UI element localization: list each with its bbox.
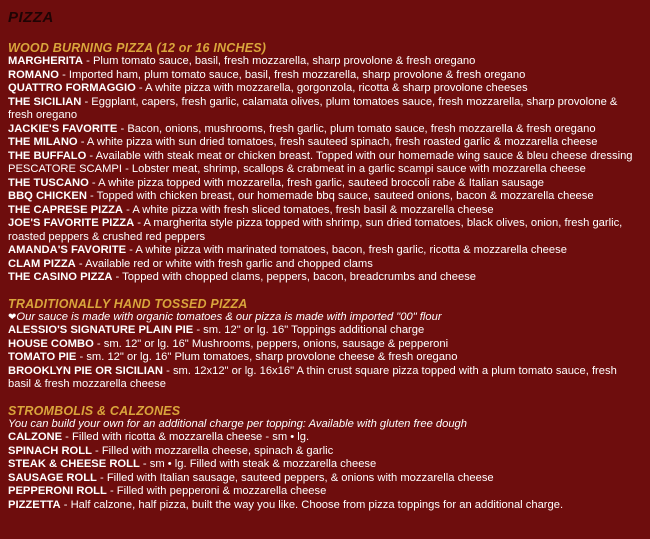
section-note: You can build your own for an additional charge per topping: Available with gluten free dough <box>8 417 468 430</box>
item-description: - A white pizza topped with mozzarella, fresh garlic, sauteed broccoli rabe & Italian sausage <box>88 176 545 189</box>
menu-item-jackies-favorite <box>8 123 642 137</box>
item-description: - Topped with chicken breast, our homemade bbq sauce, sauteed onions, bacon & mozzarella cheese <box>86 190 594 202</box>
menu-item-romano <box>8 69 642 83</box>
heart-icon: ❤ <box>8 311 17 323</box>
menu-item-sausage-roll <box>8 472 642 486</box>
item-name: THE CAPRESE PIZZA <box>8 203 123 216</box>
menu-item-the-casino-pizza <box>8 271 642 285</box>
item-description: - sm • lg. Filled with steak & mozzarella cheese <box>139 458 377 470</box>
item-description: - Available red or white with fresh garlic and chopped clams <box>75 257 373 270</box>
item-description: - A white pizza with sun dried tomatoes, fresh sauteed spinach, fresh roasted garlic & mozzarella cheese <box>77 136 598 148</box>
item-description: - Available with steak meat or chicken breast. Topped with our homemade wing sauce & bleu cheese dressing PESCATORE SCAMPI - Lobster meat, shrimp, scallops & crabmeat in a garlic scampi sauce with mozzarella cheese <box>8 149 633 175</box>
menu-item-calzone <box>8 431 642 445</box>
section-heading: WOOD BURNING PIZZA (12 or 16 INCHES) <box>8 41 267 55</box>
item-description: - Eggplant, capers, fresh garlic, calamata olives, plum tomatoes sauce, fresh mozzarella, sharp provolone & fresh oregano <box>8 95 618 121</box>
item-name: THE MILANO <box>8 136 78 148</box>
item-description: - sm. 12" or lg. 16" Plum tomatoes, sharp provolone cheese & fresh oregano <box>76 351 458 363</box>
item-description: - Plum tomato sauce, basil, fresh mozzarella, sharp provolone & fresh oregano <box>83 55 476 67</box>
menu-item-the-milano <box>8 136 642 150</box>
item-name: MARGHERITA <box>8 55 83 67</box>
item-name: SPINACH ROLL <box>8 444 92 457</box>
item-description: - Filled with mozzarella cheese, spinach & garlic <box>91 444 334 457</box>
item-name: BBQ CHICKEN <box>8 190 87 202</box>
item-description: - A margherita style pizza topped with shrimp, sun dried tomatoes, black olives, onion, fresh garlic, roasted peppers & crushed red peppers <box>8 217 623 243</box>
section-wood-burning-pizza <box>8 41 642 285</box>
item-description: - A white pizza with marinated tomatoes, bacon, fresh garlic, ricotta & mozzarella cheese <box>126 244 567 256</box>
menu-item-the-buffalo <box>8 150 642 177</box>
item-description: - A white pizza with mozzarella, gorgonzola, ricotta & sharp provolone cheeses <box>135 82 528 94</box>
menu-item-joes-favorite-pizza <box>8 217 642 244</box>
item-name: HOUSE COMBO <box>8 337 94 350</box>
menu-item-pepperoni-roll <box>8 485 642 499</box>
menu-item-spinach-roll <box>8 445 642 459</box>
item-description: - Bacon, onions, mushrooms, fresh garlic, plum tomato sauce, fresh mozzarella & fresh oregano <box>117 122 596 135</box>
item-description: - sm. 12x12" or lg. 16x16" A thin crust square pizza topped with a plum tomato sauce, fresh basil & fresh mozzarella cheese <box>8 364 617 390</box>
item-description: - Filled with pepperoni & mozzarella cheese <box>106 485 327 497</box>
item-name: THE BUFFALO <box>8 149 87 162</box>
item-name: QUATTRO FORMAGGIO <box>8 82 136 94</box>
section-hand-tossed-pizza <box>8 297 642 392</box>
note-text: Our sauce is made with organic tomatoes & our pizza is made with imported "00" flour <box>16 310 442 323</box>
item-name: SAUSAGE ROLL <box>8 471 97 484</box>
item-name: JACKIE'S FAVORITE <box>8 122 118 135</box>
menu-item-quattro-formaggio <box>8 82 642 96</box>
menu-item-clam-pizza <box>8 258 642 272</box>
item-name: THE CASINO PIZZA <box>8 271 113 283</box>
page-title: PIZZA <box>8 9 54 26</box>
menu-item-pizzetta <box>8 499 642 513</box>
item-name: AMANDA'S FAVORITE <box>8 244 127 256</box>
item-name: THE TUSCANO <box>8 176 89 189</box>
item-description: - A white pizza with fresh sliced tomatoes, fresh basil & mozzarella cheese <box>123 203 494 216</box>
item-description: - Half calzone, half pizza, built the way you like. Choose from pizza toppings for an additional charge. <box>60 498 564 511</box>
menu-item-margherita <box>8 55 642 69</box>
item-description: - Topped with chopped clams, peppers, bacon, breadcrumbs and cheese <box>112 271 477 283</box>
section-strombolis-calzones <box>8 404 642 513</box>
item-name: BROOKLYN PIE OR SICILIAN <box>8 364 163 377</box>
section-heading: STROMBOLIS & CALZONES <box>8 403 181 418</box>
item-description: - sm. 12" or lg. 16" Toppings additional charge <box>193 324 425 336</box>
item-description: - sm. 12" or lg. 16" Mushrooms, peppers, onions, sausage & pepperoni <box>93 337 449 350</box>
menu-item-the-caprese-pizza <box>8 204 642 218</box>
section-heading: TRADITIONALLY HAND TOSSED PIZZA <box>8 296 248 311</box>
menu-item-tomato-pie <box>8 351 642 365</box>
item-name: THE SICILIAN <box>8 95 82 108</box>
menu-item-the-sicilian <box>8 96 642 123</box>
menu-item-the-tuscano <box>8 177 642 191</box>
item-name: STEAK & CHEESE ROLL <box>8 458 140 470</box>
menu-item-brooklyn-pie-or-sicilian <box>8 365 642 392</box>
menu-item-steak-cheese-roll <box>8 458 642 472</box>
menu-item-bbq-chicken <box>8 190 642 204</box>
item-name: CALZONE <box>8 431 63 443</box>
item-name: PIZZETTA <box>8 498 61 511</box>
item-description: - Filled with ricotta & mozzarella cheese - sm • lg. <box>62 431 310 443</box>
section-note <box>8 311 642 325</box>
menu-item-amandas-favorite <box>8 244 642 258</box>
item-name: TOMATO PIE <box>8 351 77 363</box>
menu-item-house-combo <box>8 338 642 352</box>
item-name: ALESSIO'S SIGNATURE PLAIN PIE <box>8 324 194 336</box>
item-name: PEPPERONI ROLL <box>8 485 107 497</box>
item-description: - Imported ham, plum tomato sauce, basil, fresh mozzarella, sharp provolone & fresh oregano <box>58 68 526 81</box>
menu-item-alessios-signature-plain-pie <box>8 324 642 338</box>
item-name: ROMANO <box>8 68 59 81</box>
item-name: CLAM PIZZA <box>8 257 76 270</box>
item-description: - Filled with Italian sausage, sauteed peppers, & onions with mozzarella cheese <box>96 471 494 484</box>
item-name: JOE'S FAVORITE PIZZA <box>8 217 135 229</box>
